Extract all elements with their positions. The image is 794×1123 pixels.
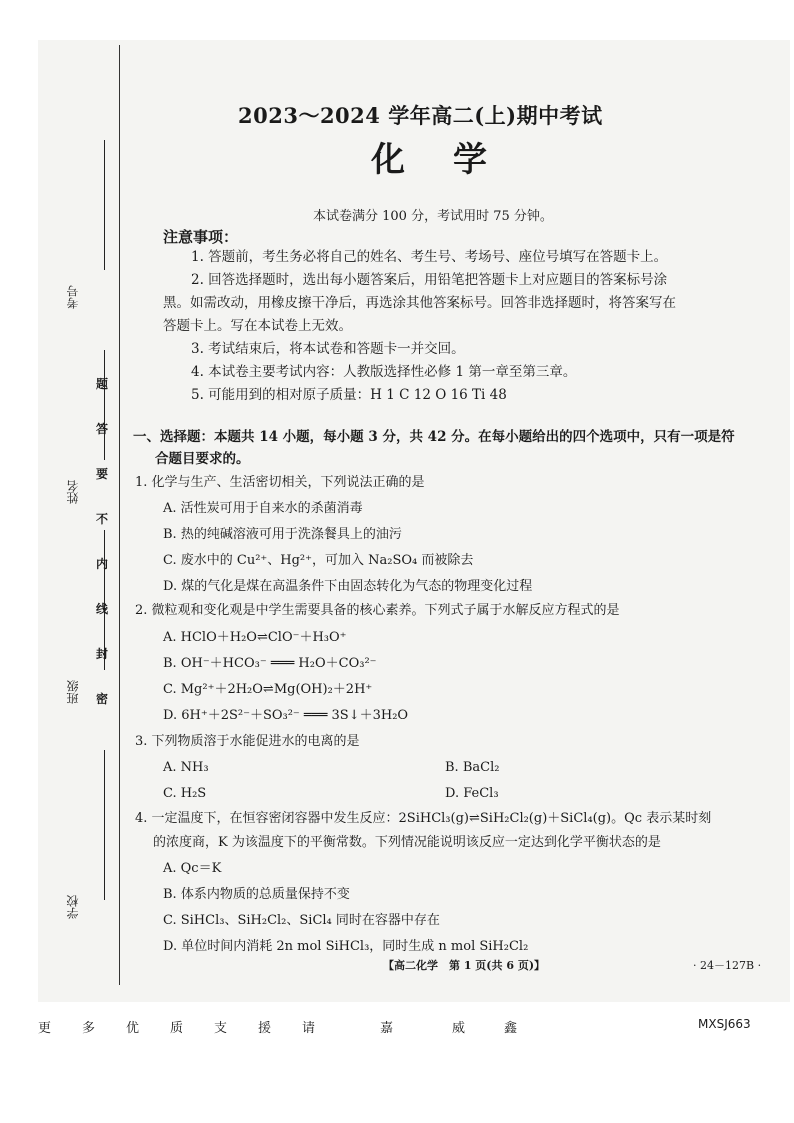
question-4-option-a: A. Qc＝K [163, 861, 222, 876]
question-1-option-b: B. 热的纯碱溶液可用于洗涤餐具上的油污 [163, 527, 402, 542]
exam-title: 2023～2024 学年高二(上)期中考试 [238, 103, 603, 128]
warning-char: 密 [95, 692, 108, 706]
notice-line: 5. 可能用到的相对原子质量：H 1 C 12 O 16 Ti 48 [191, 387, 507, 403]
question-4-stem: 4. 一定温度下，在恒容密闭容器中发生反应：2SiHCl₃(g)⇌SiH₂Cl₂(g)＋SiCl₄(g)。Qc 表示某时刻 [135, 811, 712, 826]
question-4-option-d: D. 单位时间内消耗 2n mol SiHCl₃，同时生成 n mol SiH₂Cl₂ [163, 939, 529, 954]
question-3-stem: 3. 下列物质溶于水能促进水的电离的是 [135, 734, 360, 749]
notice-line: 2. 回答选择题时，选出每小题答案后，用铅笔把答题卡上对应题目的答案标号涂 [191, 272, 668, 288]
warning-char: 线 [95, 602, 108, 616]
banner-code: MXSJ663 [698, 1017, 751, 1031]
subject-title: 化学 [371, 140, 535, 180]
label-class: 班级 [66, 680, 80, 704]
question-2-option-a: A. HClO＋H₂O⇌ClO⁻＋H₃O⁺ [163, 630, 347, 645]
label-exam-number: 考号 [66, 285, 80, 309]
label-school: 学校 [66, 895, 80, 919]
question-3-option-d: D. FeCl₃ [445, 786, 499, 801]
question-4-option-c: C. SiHCl₃、SiH₂Cl₂、SiCl₄ 同时在容器中存在 [163, 913, 440, 928]
exam-meta: 本试卷满分 100 分，考试用时 75 分钟。 [313, 209, 553, 224]
question-2-option-b: B. OH⁻＋HCO₃⁻ ═══ H₂O＋CO₃²⁻ [163, 656, 377, 671]
school-line [104, 750, 105, 900]
question-1-option-d: D. 煤的气化是煤在高温条件下由固态转化为气态的物理变化过程 [163, 579, 533, 594]
warning-char: 要 [95, 467, 108, 481]
question-1-option-a: A. 活性炭可用于自来水的杀菌消毒 [163, 501, 363, 516]
notice-title: 注意事项： [163, 228, 239, 246]
question-3-option-c: C. H₂S [163, 786, 207, 801]
banner-char: 质 [170, 1021, 184, 1036]
question-3-option-b: B. BaCl₂ [445, 760, 500, 775]
banner-char: 嘉 [380, 1021, 394, 1036]
exam-number-line [104, 140, 105, 270]
question-4-option-b: B. 体系内物质的总质量保持不变 [163, 887, 350, 902]
page-footer: 【高二化学 第 1 页(共 6 页)】 [383, 959, 546, 972]
warning-char: 不 [95, 512, 108, 526]
binding-line [119, 45, 120, 985]
notice-line: 4. 本试卷主要考试内容：人教版选择性必修 1 第一章至第三章。 [191, 364, 577, 380]
label-name: 姓名 [66, 480, 80, 504]
banner-char: 援 [258, 1021, 272, 1036]
warning-char: 封 [95, 647, 108, 661]
name-line [104, 350, 105, 460]
warning-char: 答 [95, 422, 108, 436]
notice-line: 黑。如需改动，用橡皮擦干净后，再选涂其他答案标号。回答非选择题时，将答案写在 [163, 295, 676, 311]
question-4-stem-cont: 的浓度商，K 为该温度下的平衡常数。下列情况能说明该反应一定达到化学平衡状态的是 [153, 835, 661, 850]
question-2-option-d: D. 6H⁺＋2S²⁻＋SO₃²⁻ ═══ 3S↓＋3H₂O [163, 708, 409, 723]
banner-char: 多 [82, 1021, 96, 1036]
bottom-banner [0, 1015, 794, 1039]
notice-line: 答题卡上。写在本试卷上无效。 [163, 318, 352, 334]
section-heading-cont: 合题目要求的。 [155, 451, 250, 467]
paper-code: · 24－127B · [693, 959, 762, 972]
warning-char: 题 [95, 377, 108, 391]
banner-char: 请 [302, 1021, 316, 1036]
question-1-option-c: C. 废水中的 Cu²⁺、Hg²⁺，可加入 Na₂SO₄ 而被除去 [163, 553, 474, 568]
question-2-stem: 2. 微粒观和变化观是中学生需要具备的核心素养。下列式子属于水解反应方程式的是 [135, 603, 620, 618]
banner-char: 优 [126, 1021, 140, 1036]
banner-char: 威 [452, 1021, 466, 1036]
question-1-stem: 1. 化学与生产、生活密切相关，下列说法正确的是 [135, 475, 425, 490]
banner-char: 更 [38, 1021, 52, 1036]
notice-line: 1. 答题前，考生务必将自己的姓名、考生号、考场号、座位号填写在答题卡上。 [191, 249, 668, 265]
section-heading: 一、选择题：本题共 14 小题，每小题 3 分，共 42 分。在每小题给出的四个选项中，只有一项是符 [133, 429, 735, 445]
banner-char: 支 [214, 1021, 228, 1036]
question-3-option-a: A. NH₃ [163, 760, 209, 775]
binding-margin [38, 40, 148, 1002]
scanned-page [38, 40, 790, 1002]
warning-char: 内 [95, 557, 108, 571]
notice-line: 3. 考试结束后，将本试卷和答题卡一并交回。 [191, 341, 465, 357]
banner-char: 鑫 [504, 1021, 518, 1036]
question-2-option-c: C. Mg²⁺＋2H₂O⇌Mg(OH)₂＋2H⁺ [163, 682, 373, 697]
